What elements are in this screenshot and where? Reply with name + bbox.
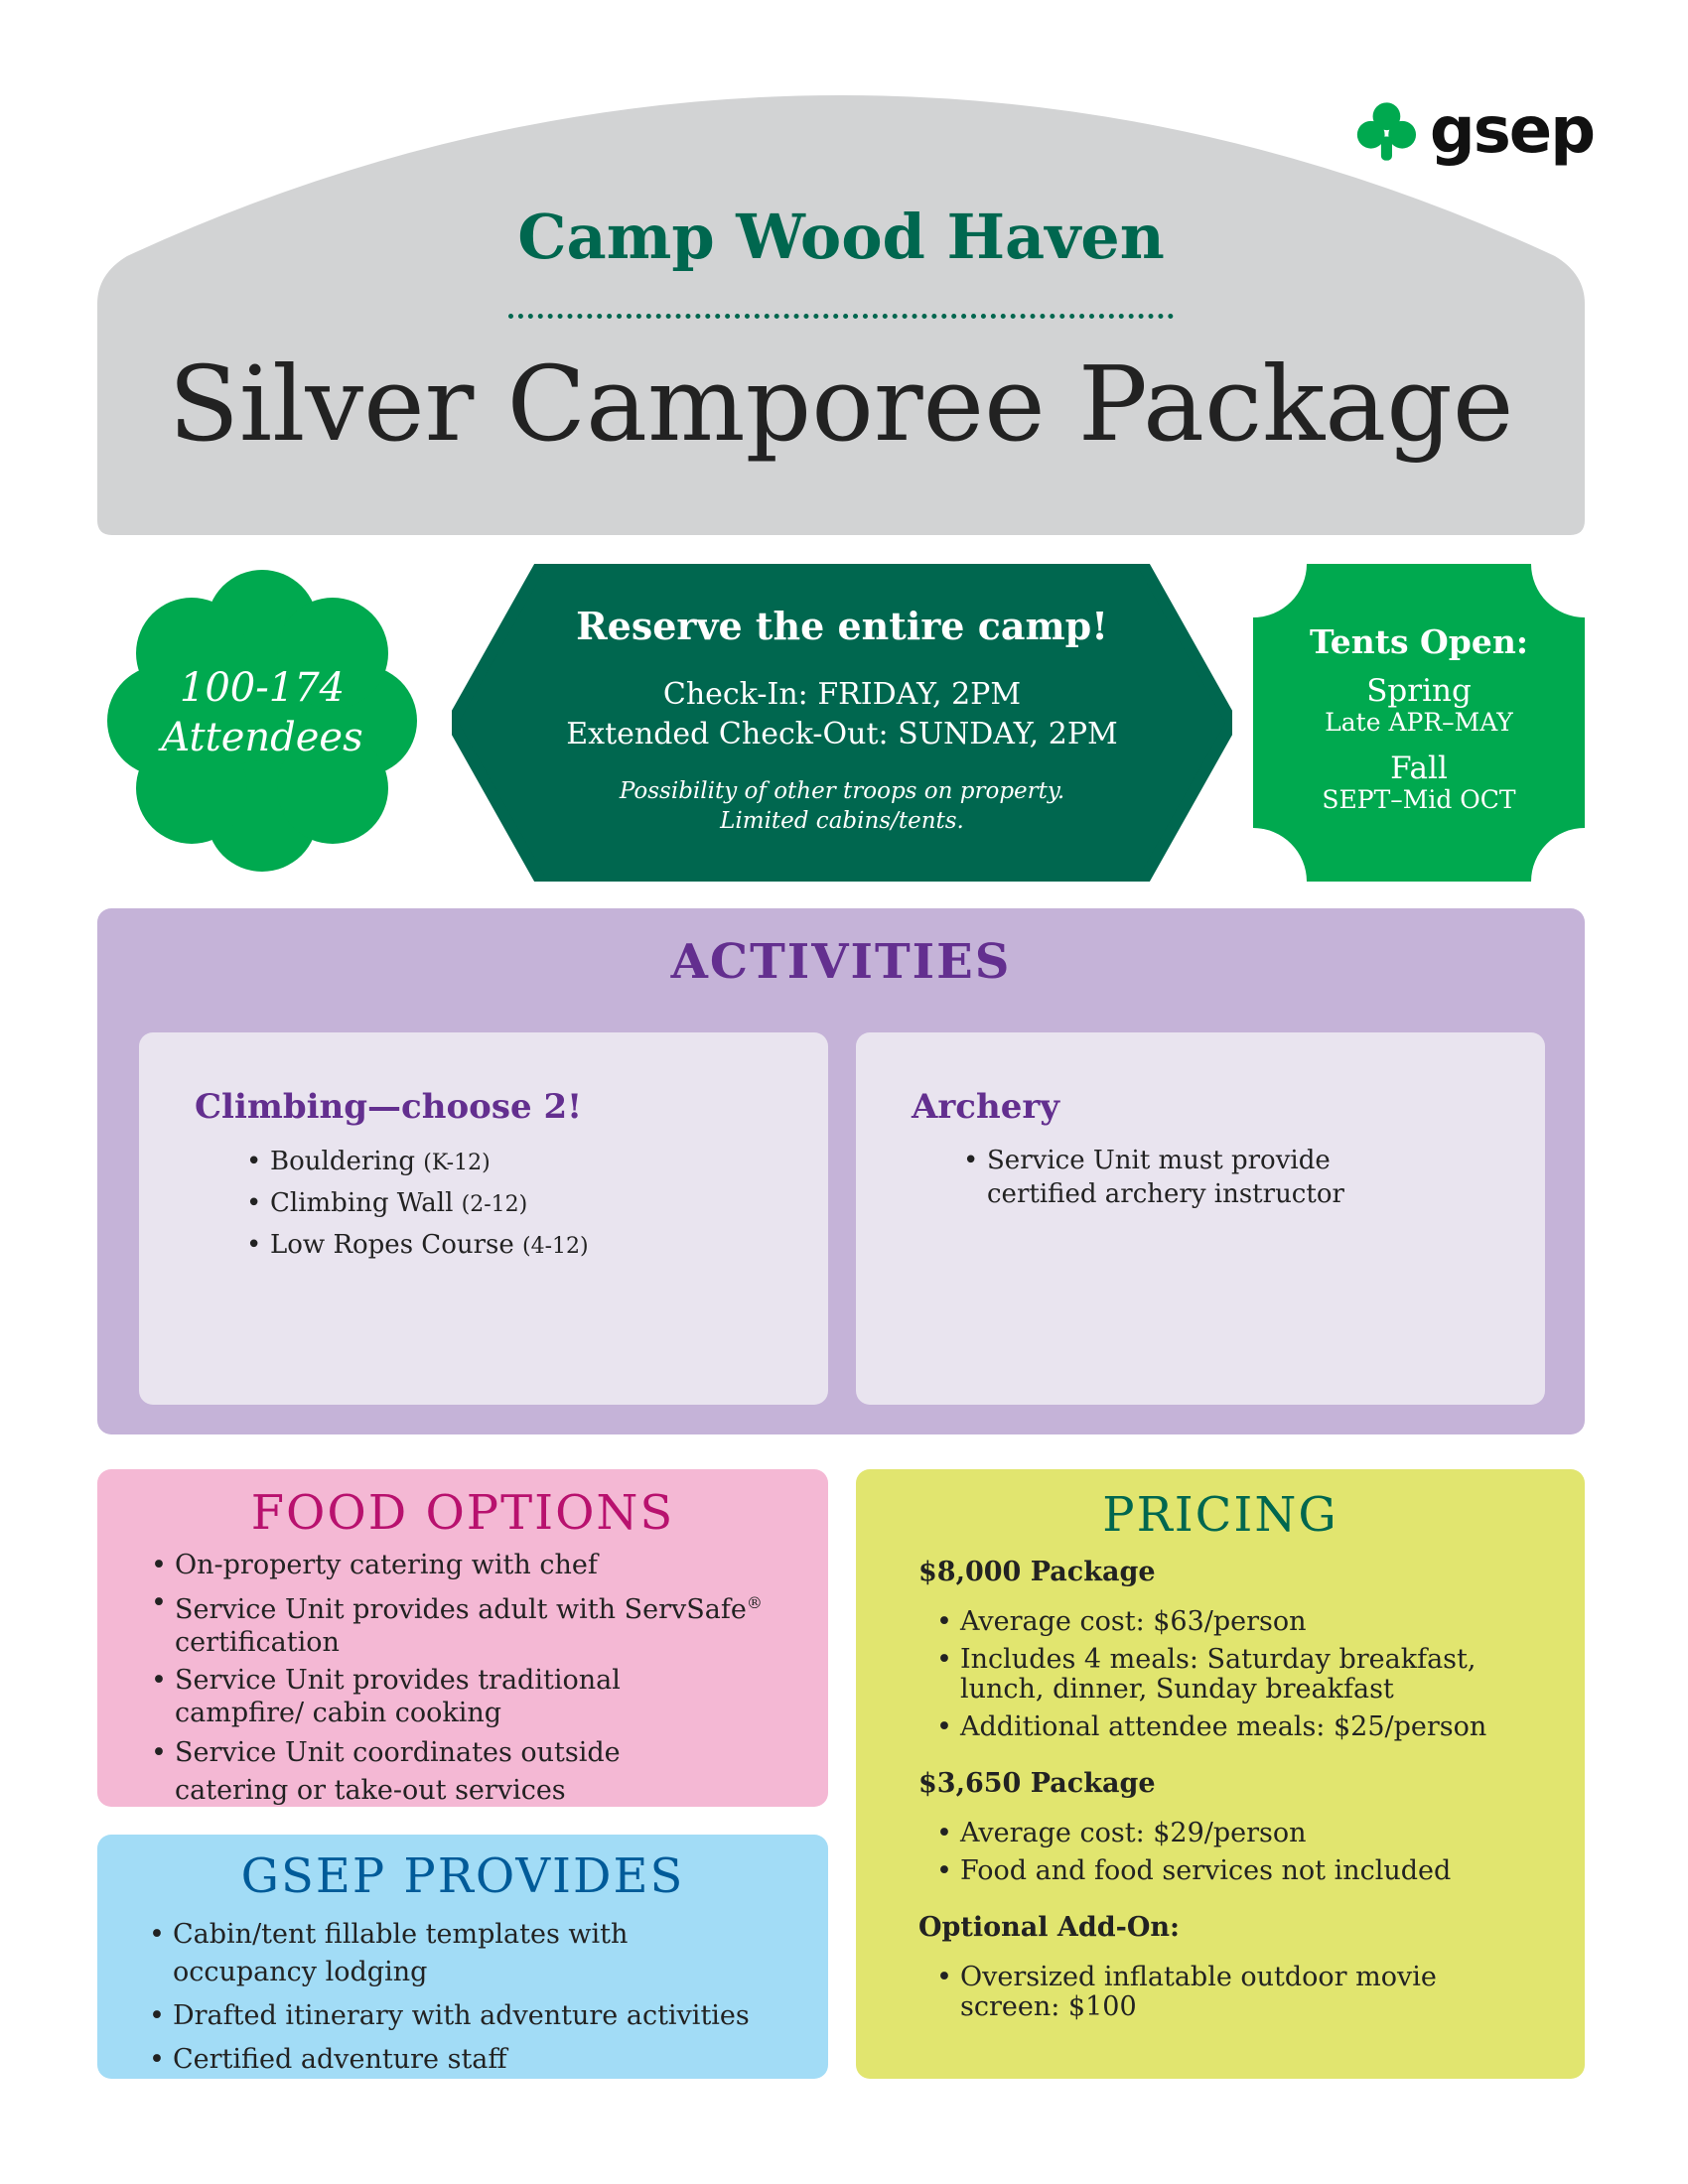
- dotted-divider: [508, 314, 1174, 319]
- climbing-list: [246, 1142, 828, 1267]
- list-item: • Service Unit provides traditional campfire/ cabin cooking: [151, 1664, 741, 1729]
- list-item: • Service Unit provides adult with ServSafe® certification: [151, 1586, 816, 1659]
- package1-list: [936, 1607, 1554, 1742]
- list-item: • Drafted itinerary with adventure activities: [149, 1997, 814, 2035]
- gsep-title: GSEP PROVIDES: [240, 1848, 685, 1904]
- reserve-note-2: Limited cabins/tents.: [720, 808, 964, 834]
- tents-spring-range: Late APR–MAY: [1325, 708, 1513, 738]
- list-item: • Average cost: $29/person: [936, 1819, 1554, 1848]
- package1-heading: $8,000 Package: [918, 1557, 1156, 1587]
- list-item: • Additional attendee meals: $25/person: [936, 1712, 1554, 1742]
- reserve-content: [516, 604, 1168, 836]
- addon-list: [936, 1963, 1554, 2022]
- tents-title: Tents Open:: [1309, 622, 1529, 661]
- list-item: • Climbing Wall (2-12): [246, 1183, 828, 1225]
- archery-list: [963, 1144, 1360, 1211]
- tents-spring: Spring: [1366, 673, 1472, 709]
- pricing-body: [918, 1559, 1554, 2030]
- list-item: • Low Ropes Course (4-12): [246, 1225, 828, 1267]
- archery-card: [856, 1032, 1545, 1405]
- list-item: • Food and food services not included: [936, 1856, 1554, 1886]
- activities-title: ACTIVITIES: [670, 934, 1012, 990]
- list-item: • Service Unit coordinates outside catering or take-out services: [151, 1734, 731, 1810]
- camp-name: Camp Wood Haven: [517, 201, 1165, 273]
- attendees-text: [97, 663, 427, 762]
- list-item: • Oversized inflatable outdoor movie screen: $100: [936, 1963, 1457, 2022]
- attendees-count: 100-174: [179, 665, 346, 711]
- attendees-label: Attendees: [161, 715, 363, 760]
- addon-heading: Optional Add-On:: [918, 1912, 1180, 1943]
- list-item: • Cabin/tent fillable templates with occupancy lodging: [149, 1916, 649, 1991]
- page-title: Silver Camporee Package: [168, 343, 1514, 465]
- reserve-title: Reserve the entire camp!: [576, 604, 1108, 648]
- list-item: • Service Unit must provide certified archery instructor: [963, 1144, 1360, 1211]
- reserve-note-1: Possibility of other troops on property.: [619, 778, 1065, 804]
- list-item: • Includes 4 meals: Saturday breakfast, lunch, dinner, Sunday breakfast: [936, 1645, 1496, 1705]
- logo-text: gsep: [1429, 94, 1594, 168]
- checkout-text: Extended Check-Out: SUNDAY, 2PM: [566, 717, 1118, 751]
- climbing-card: [139, 1032, 828, 1405]
- list-item: • Average cost: $63/person: [936, 1607, 1554, 1637]
- tents-fall: Fall: [1390, 751, 1448, 787]
- food-title: FOOD OPTIONS: [250, 1485, 675, 1541]
- list-item: • On-property catering with chef: [151, 1549, 816, 1581]
- tents-content: [1253, 622, 1585, 829]
- registered-mark: ®: [746, 1593, 763, 1612]
- pricing-title: PRICING: [1102, 1487, 1338, 1543]
- archery-heading: Archery: [912, 1087, 1060, 1127]
- gsep-list: [149, 1916, 814, 2085]
- package2-list: [936, 1819, 1554, 1886]
- list-item: • Bouldering (K-12): [246, 1142, 828, 1183]
- list-item: • Certified adventure staff: [149, 2041, 814, 2079]
- package2-heading: $3,650 Package: [918, 1768, 1156, 1799]
- climbing-heading: Climbing—choose 2!: [195, 1087, 583, 1127]
- checkin-text: Check-In: FRIDAY, 2PM: [662, 677, 1022, 712]
- tents-fall-range: SEPT–Mid OCT: [1322, 785, 1516, 815]
- food-list: [151, 1549, 816, 1815]
